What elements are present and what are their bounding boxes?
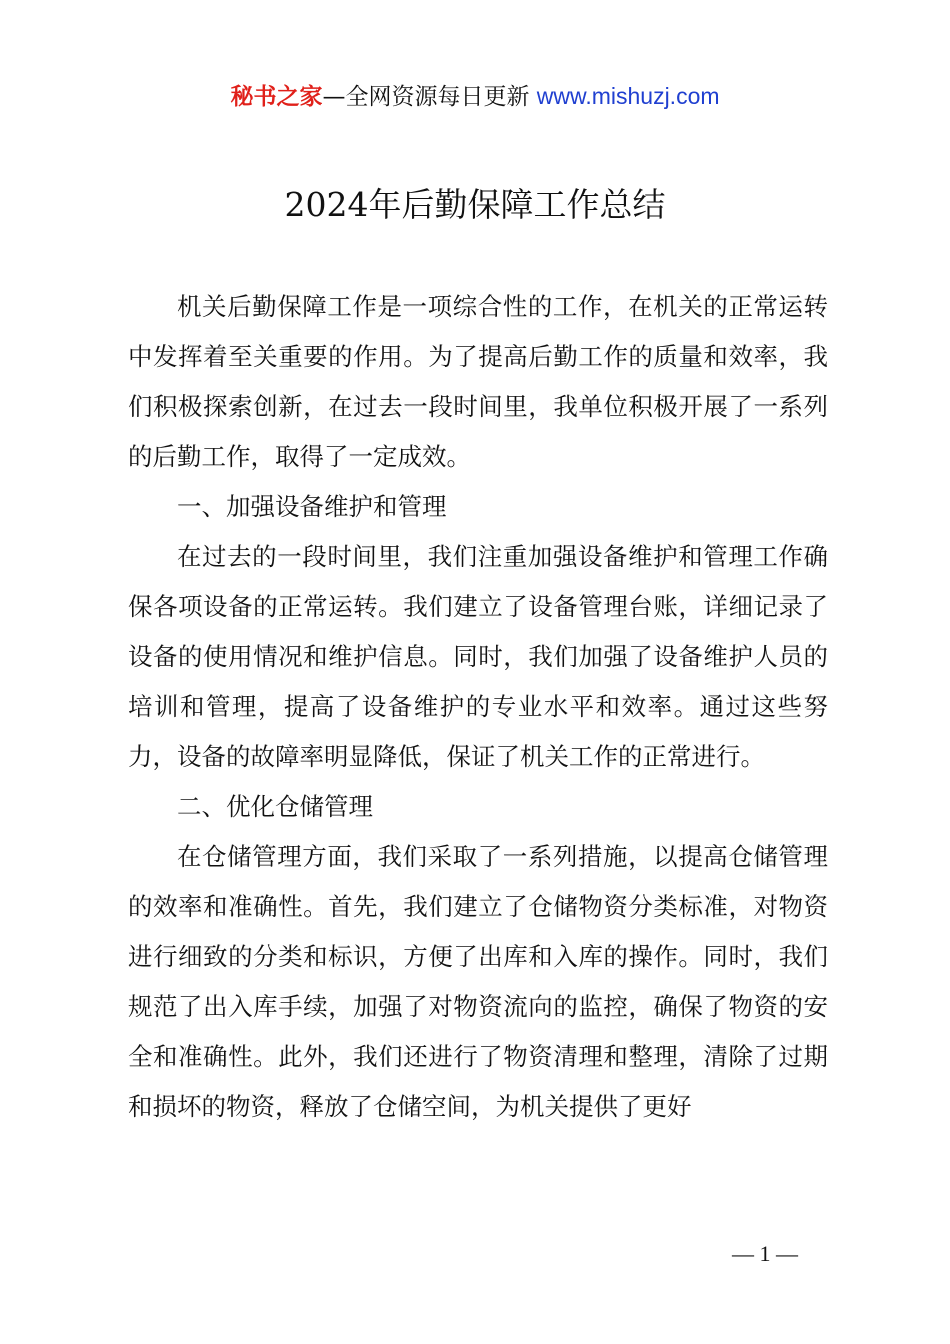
section-paragraph-2: 在仓储管理方面，我们采取了一系列措施，以提高仓储管理的效率和准确性。首先，我们建立了仓储物资分类标准，对物资进行细致的分类和标识，方便了出库和入库的操作。同时，我们规范了出入库手续，加强了对物资流向的监控，确保了物资的安全和准确性。此外，我们还进行了物资清理和整理，清除了过期和损坏的物资，释放了仓储空间，为机关提供了更好 xyxy=(128,842,828,1121)
section-heading-2: 二、优化仓储管理 xyxy=(177,792,373,821)
section-heading-1: 一、加强设备维护和管理 xyxy=(177,492,447,521)
site-header xyxy=(0,80,950,113)
section-paragraph-1: 在过去的一段时间里，我们注重加强设备维护和管理工作确保各项设备的正常运转。我们建立了设备管理台账，详细记录了设备的使用情况和维护信息。同时，我们加强了设备维护人员的培训和管理，提高了设备维护的专业水平和效率。通过这些努力，设备的故障率明显降低，保证了机关工作的正常进行。 xyxy=(128,542,828,771)
document-title: 2024年后勤保障工作总结 xyxy=(284,185,666,224)
header-tagline: —全网资源每日更新 xyxy=(322,84,530,110)
brand-name: 秘书之家 xyxy=(230,84,323,110)
intro-paragraph: 机关后勤保障工作是一项综合性的工作，在机关的正常运转中发挥着至关重要的作用。为了提高后勤工作的质量和效率，我们积极探索创新，在过去一段时间里，我单位积极开展了一系列的后勤工作，取得了一定成效。 xyxy=(128,292,828,471)
site-url-link[interactable]: www.mishuzj.com xyxy=(536,83,720,109)
page-number: — 1 — xyxy=(732,1241,798,1266)
document-body xyxy=(128,282,828,1132)
